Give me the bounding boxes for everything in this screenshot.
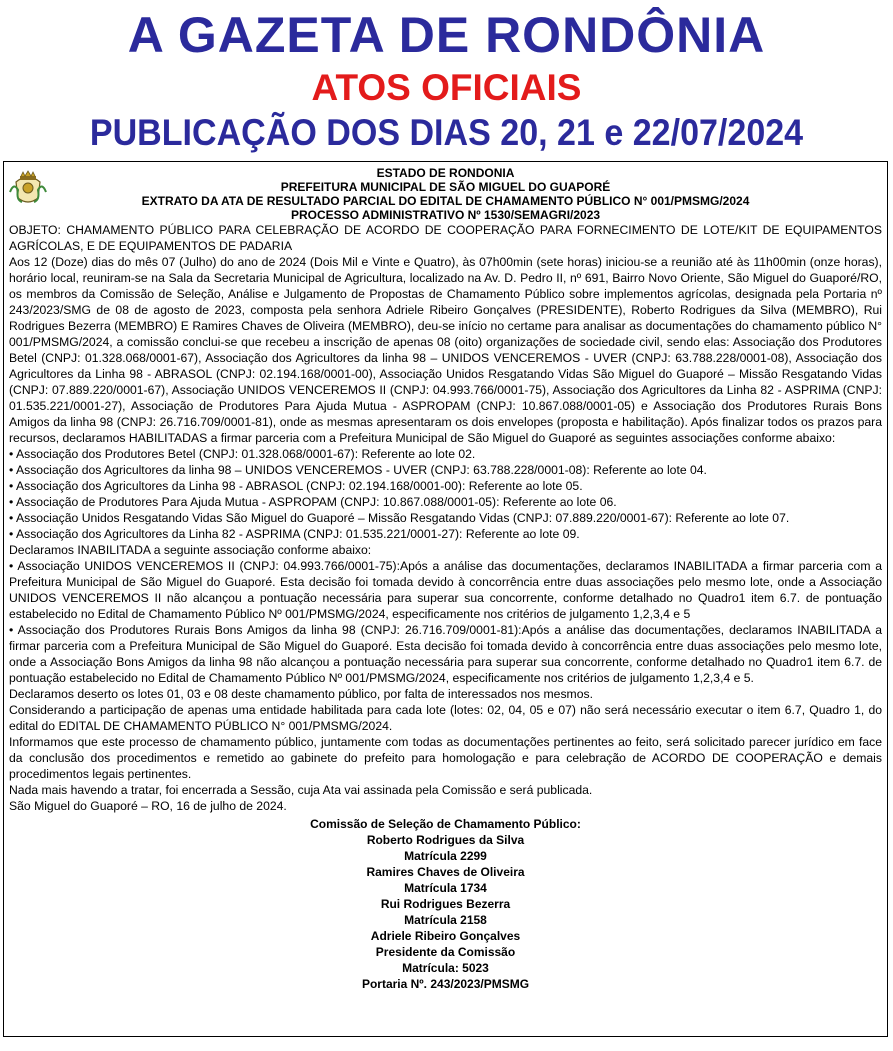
signatory-role: Presidente da Comissão	[375, 945, 516, 959]
paragraph: OBJETO: CHAMAMENTO PÚBLICO PARA CELEBRAÇÃO DE ACORDO DE COOPERAÇÃO PARA FORNECIMENTO DE LOTE/KIT DE EQUIPAMENTOS AGRÍCOLAS, E DE EQUIPAMENTOS DE PADARIA	[9, 223, 882, 253]
list-item: • Associação dos Agricultores da Linha 82 - ASPRIMA (CNPJ: 01.535.221/0001-27): Referente ao lote 09.	[9, 527, 580, 541]
municipality-name: PREFEITURA MUNICIPAL DE SÃO MIGUEL DO GUAPORÉ	[280, 180, 611, 194]
process-number: PROCESSO ADMINISTRATIVO Nº 1530/SEMAGRI/2023	[290, 208, 601, 222]
list-item: • Associação dos Produtores Rurais Bons Amigos da linha 98 (CNPJ: 26.716.709/0001-81):Após a análise das documentações, declaramos INABILITADA a firmar parceria com a Prefeitura Municipal de São Miguel do Guaporé. Esta decisão foi tomada devido à concorrência entre duas associações pelo mesmo lote, onde a Associação Bons Amigos da linha 98 não alcançou a pontuação necessária para superar sua concorrente, conforme detalhado no Quadro1 item 6.7. de pontuação estabelecido no Edital de Chamamento Público Nº 001/PMSMG/2024, especificamente nos critérios de julgamento 1,2,3,4 e 5.	[9, 623, 882, 685]
signatory-registration: Matrícula 1734	[404, 881, 487, 895]
commission-heading: Comissão de Seleção de Chamamento Público:	[310, 817, 581, 831]
notice-title: EXTRATO DA ATA DE RESULTADO PARCIAL DO EDITAL DE CHAMAMENTO PÚBLICO N° 001/PMSMG/2024	[141, 194, 750, 208]
paragraph: Considerando a participação de apenas uma entidade habilitada para cada lote (lotes: 02, 04, 05 e 07) não será necessário executar o item 6.7, Quadro 1, do edital do EDITAL DE CHAMAMENTO PÚBLICO N° 001/PMSMG/2024.	[9, 703, 882, 733]
state-name: ESTADO DE RONDONIA	[376, 166, 515, 180]
list-item: • Associação dos Produtores Betel (CNPJ: 01.328.068/0001-67): Referente ao lote 02.	[9, 447, 476, 461]
paragraph: Declaramos INABILITADA a seguinte associação conforme abaixo:	[9, 543, 372, 557]
signatory-name: Roberto Rodrigues da Silva	[366, 833, 525, 847]
list-item: • Associação de Produtores Para Ajuda Mutua - ASPROPAM (CNPJ: 10.867.088/0001-05): Referente ao lote 06.	[9, 495, 617, 509]
section-title: ATOS OFICIAIS	[311, 67, 582, 108]
signature-block	[9, 816, 882, 992]
signatory-registration: Matrícula 2299	[404, 849, 487, 863]
signatory-name: Rui Rodrigues Bezerra	[380, 897, 511, 911]
notice-body	[9, 222, 882, 814]
publication-dates: PUBLICAÇÃO DOS DIAS 20, 21 e 22/07/2024	[89, 112, 804, 153]
signatory-name: Adriele Ribeiro Gonçalves	[370, 929, 521, 943]
paragraph: Nada mais havendo a tratar, foi encerrada a Sessão, cuja Ata vai assinada pela Comissão e será publicada.	[9, 783, 593, 797]
masthead	[0, 8, 893, 153]
list-item: • Associação dos Agricultores da linha 98 – UNIDOS VENCEREMOS - UVER (CNPJ: 63.788.228/0001-08): Referente ao lote 04.	[9, 463, 707, 477]
list-item: • Associação UNIDOS VENCEREMOS II (CNPJ: 04.993.766/0001-75):Após a análise das documentações, declaramos INABILITADA a firmar parceria com a Prefeitura Municipal de São Miguel do Guaporé. Esta decisão foi tomada devido à concorrência entre duas associações pelo mesmo lote, onde a Associação UNIDOS VENCEREMOS II não alcançou a pontuação necessária para superar sua concorrente, conforme detalhado no Quadro1 item 6.7. de pontuação estabelecido no Edital de Chamamento Público Nº 001/PMSMG/2024, especificamente nos critérios de julgamento 1,2,3,4 e 5	[9, 559, 882, 621]
official-notice	[3, 161, 888, 1037]
paragraph: Aos 12 (Doze) dias do mês 07 (Julho) do ano de 2024 (Dois Mil e Vinte e Quatro), às 07h00min (sete horas) iniciou-se a reunião até às 11h00min (onze horas), horário local, reuniram-se na Sala da Secretaria Municipal de Agricultura, localizado na Av. D. Pedro II, nº 691, Bairro Novo Oriente, São Miguel do Guaporé/RO, os membros da Comissão de Seleção, Análise e Julgamento de Propostas de Chamamento Público sobre implementos agrícolas, designada pela Portaria nº 243/2023/SMG de 08 de agosto de 2023, composta pela senhora Adriele Ribeiro Gonçalves (PRESIDENTE), Roberto Rodrigues da Silva (MEMBRO), Rui Rodrigues Bezerra (MEMBRO) E Ramires Chaves de Oliveira (MEMBRO), deu-se início no certame para analisar as documentações do chamamento público N° 001/PMSMG/2024, a comissão conclui-se que recebeu a inscrição de apenas 08 (oito) organizações de sociedade civil, sendo elas: Associação dos Produtores Betel (CNPJ: 01.328.068/0001-67), Associação dos Agricultores da linha 98 – UNIDOS VENCEREMOS - UVER (CNPJ: 63.788.228/0001-08), Associação dos Agricultores da Linha 98 - ABRASOL (CNPJ: 02.194.168/0001-00), Associação Unidos Resgatando Vidas São Miguel do Guaporé – Missão Resgatando Vidas (CNPJ: 07.889.220/0001-67), Associação UNIDOS VENCEREMOS II (CNPJ: 04.993.766/0001-75), Associação dos Agricultores da Linha 82 - ASPRIMA (CNPJ: 01.535.221/0001-27), Associação de Produtores Para Ajuda Mutua - ASPROPAM (CNPJ: 10.867.088/0001-05) e Associação dos Produtores Rurais Bons Amigos da linha 98 (CNPJ: 26.716.709/0001-81), onde as mesmas apresentaram os dois envelopes (proposta e habilitação). Após finalizar todos os prazos para recursos, declaramos HABILITADAS a firmar parceria com a Prefeitura Municipal de São Miguel do Guaporé as seguintes associações conforme abaixo:	[9, 255, 882, 445]
municipal-coat-of-arms-icon	[8, 168, 48, 208]
newspaper-title: A GAZETA DE RONDÔNIA	[127, 7, 766, 63]
paragraph: Declaramos deserto os lotes 01, 03 e 08 deste chamamento público, por falta de interessados nos mesmos.	[9, 687, 593, 701]
signatory-name: Ramires Chaves de Oliveira	[366, 865, 525, 879]
ordinance-reference: Portaria Nº. 243/2023/PMSMG	[361, 977, 530, 991]
paragraph: Informamos que este processo de chamamento público, juntamente com todas as documentações pertinentes ao feito, será solicitado parecer jurídico em face da conclusão dos procedimentos e remetido ao gabinete do prefeito para homologação e para celebração de ACORDO DE COOPERAÇÃO e demais procedimentos legais pertinentes.	[9, 735, 882, 781]
date-line: São Miguel do Guaporé – RO, 16 de julho de 2024.	[9, 799, 287, 813]
signatory-registration: Matrícula 2158	[404, 913, 487, 927]
list-item: • Associação Unidos Resgatando Vidas São Miguel do Guaporé – Missão Resgatando Vidas (CNPJ: 07.889.220/0001-67): Referente ao lote 07.	[9, 511, 790, 525]
list-item: • Associação dos Agricultores da Linha 98 - ABRASOL (CNPJ: 02.194.168/0001-00): Referente ao lote 05.	[9, 479, 583, 493]
notice-header	[9, 166, 882, 222]
signatory-registration: Matrícula: 5023	[402, 961, 489, 975]
